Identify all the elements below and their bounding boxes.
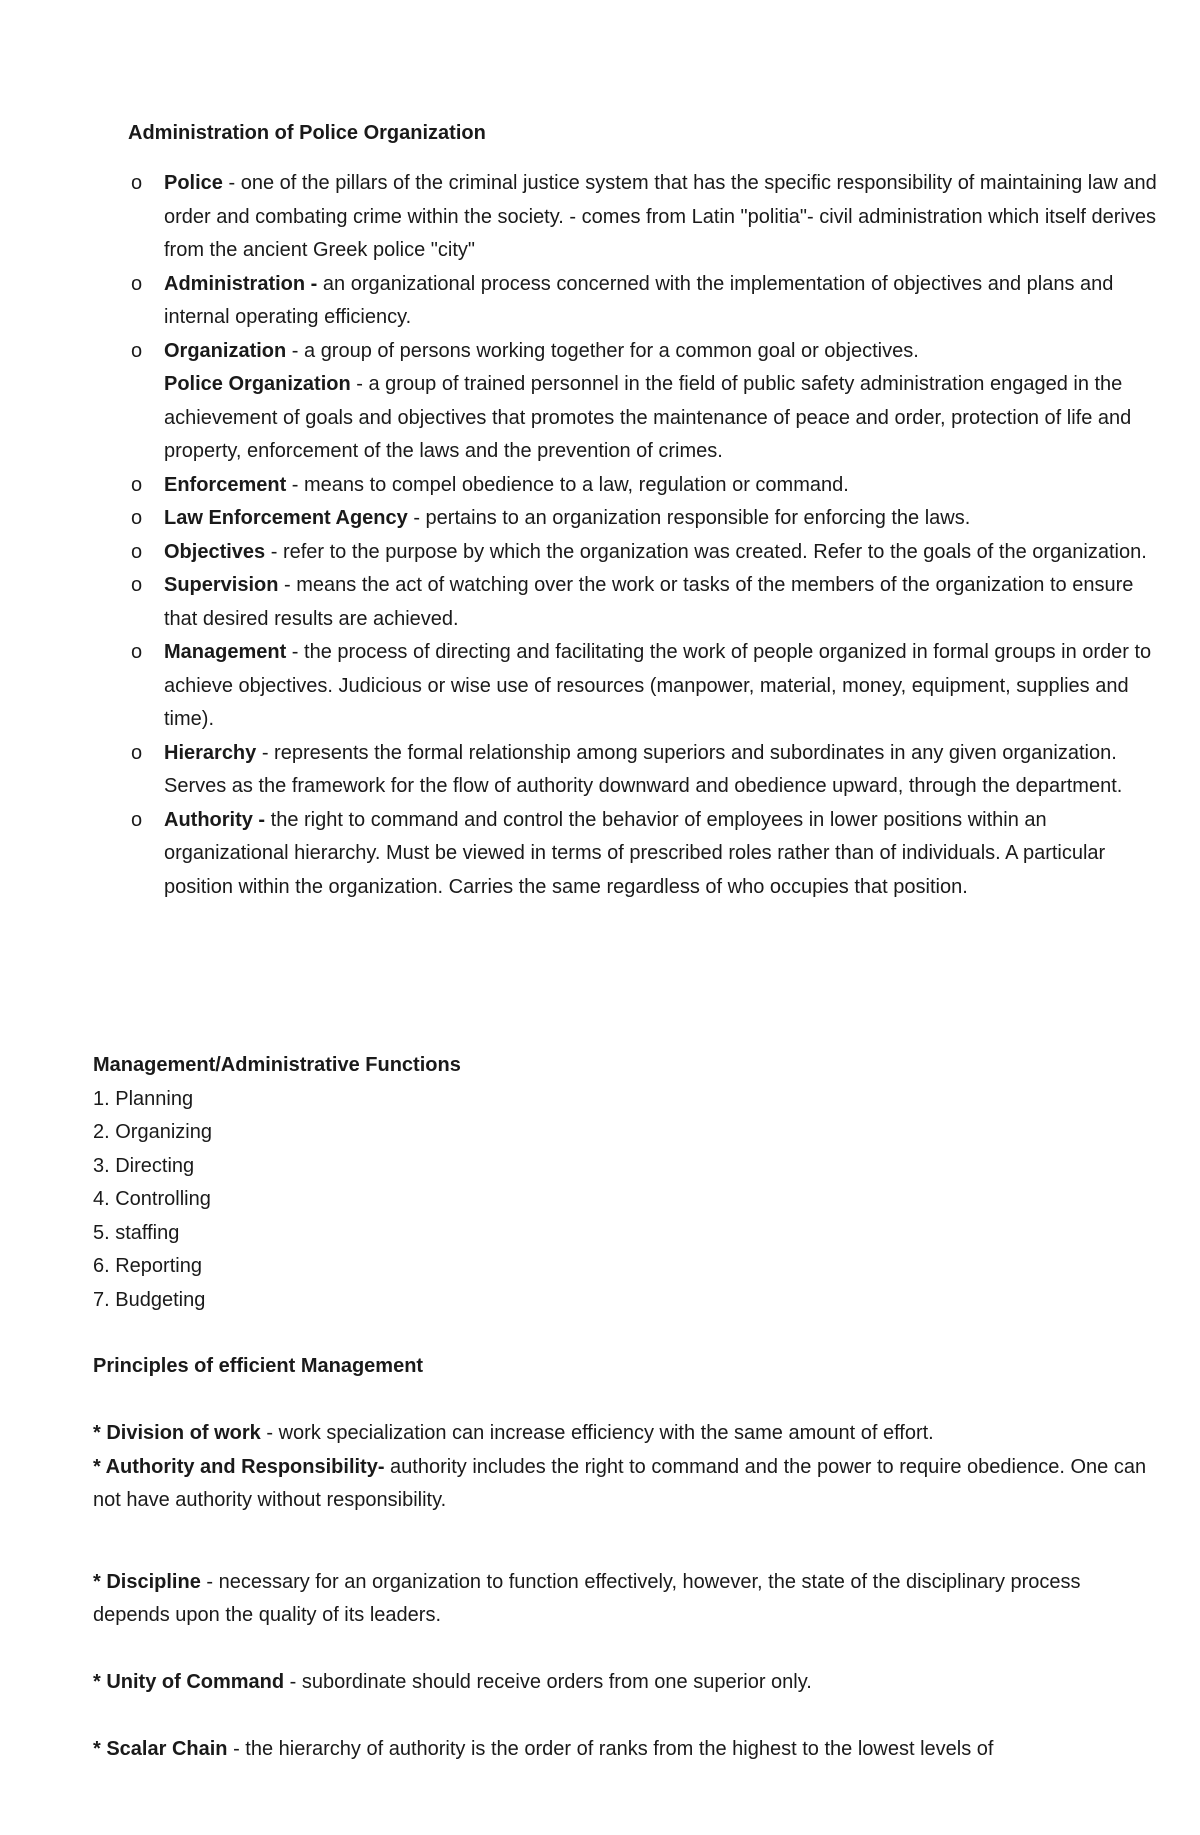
definition-text: - means the act of watching over the work or tasks of the members of the organization to ensure that desired results are achieved. xyxy=(164,574,1134,630)
definition-text: - refer to the purpose by which the organization was created. Refer to the goals of the organization. xyxy=(265,540,1147,563)
definition-term: Enforcement xyxy=(164,473,287,496)
principle-term: * Authority and Responsibility- xyxy=(93,1455,385,1478)
definition-term: Supervision xyxy=(164,574,279,596)
function-item: 1. Planning xyxy=(93,1087,194,1110)
definition-item xyxy=(128,536,1158,570)
functions-list xyxy=(93,1083,1153,1318)
principle-text: - subordinate should receive orders from one superior only. xyxy=(284,1671,812,1693)
function-item: 7. Budgeting xyxy=(93,1288,206,1311)
principle-term: * Discipline xyxy=(93,1570,201,1593)
definition-item xyxy=(128,804,1158,905)
principle-item xyxy=(93,1666,1153,1700)
definition-item xyxy=(128,335,1158,369)
definition-text: - means to compel obedience to a law, regulation or command. xyxy=(286,473,849,496)
function-item: 2. Organizing xyxy=(93,1121,212,1143)
principle-item xyxy=(93,1566,1153,1633)
functions-title: Management/Administrative Functions xyxy=(93,1054,461,1076)
definition-text: - represents the formal relationship among superiors and subordinates in any given organization. Serves as the framework for the flow of authority downward and obedience upward, through the department. xyxy=(164,741,1123,797)
principle-text: - work specialization can increase efficiency with the same amount of effort. xyxy=(260,1422,934,1444)
page-title: Administration of Police Organization xyxy=(128,122,486,144)
principle-item xyxy=(93,1733,1153,1767)
definition-term: Organization xyxy=(164,339,287,362)
definition-item xyxy=(128,368,1158,469)
principle-text: - the hierarchy of authority is the order of ranks from the highest to the lowest levels of xyxy=(227,1738,994,1760)
definition-text: - a group of persons working together for a common goal or objectives. xyxy=(286,339,919,362)
definition-term: Administration - xyxy=(164,272,323,295)
definition-term: Management xyxy=(164,641,287,663)
definition-item xyxy=(128,636,1158,737)
definition-term: Objectives xyxy=(164,540,266,563)
definition-item xyxy=(128,569,1158,636)
definition-text: - one of the pillars of the criminal justice system that has the specific responsibility of maintaining law and order and combating crime within the society. - comes from Latin "politia"- civil administration which itself derives from the ancient Greek police "city" xyxy=(164,172,1157,261)
definition-term: Police xyxy=(164,172,223,194)
definitions-list xyxy=(128,167,1158,904)
function-item: 6. Reporting xyxy=(93,1255,202,1277)
principle-text: - necessary for an organization to function effectively, however, the state of the disciplinary process depends upon the quality of its leaders. xyxy=(93,1570,1081,1626)
definition-text: an organizational process concerned with the implementation of objectives and plans and internal operating efficiency. xyxy=(164,272,1114,328)
definition-item xyxy=(128,268,1158,335)
definition-term: Hierarchy xyxy=(164,741,257,764)
principle-term: * Scalar Chain xyxy=(93,1738,228,1760)
definition-term: Authority - xyxy=(164,808,271,831)
function-item: 5. staffing xyxy=(93,1221,180,1244)
definition-item xyxy=(128,469,1158,503)
principle-text: authority includes the right to command and the power to require obedience. One can not have authority without responsibility. xyxy=(93,1455,1147,1511)
principle-term: * Unity of Command xyxy=(93,1671,285,1693)
definition-text: the right to command and control the behavior of employees in lower positions within an organizational hierarchy. Must be viewed in terms of prescribed roles rather than of individuals. A particular position within the organization. Carries the same regardless of who occupies that position. xyxy=(164,808,1106,898)
principle-item xyxy=(93,1417,1153,1451)
function-item: 4. Controlling xyxy=(93,1188,211,1210)
definition-text: - the process of directing and facilitating the work of people organized in formal groups in order to achieve objectives. Judicious or wise use of resources (manpower, material, money, equipment, supplies and time). xyxy=(164,641,1152,730)
definition-item xyxy=(128,737,1158,804)
principle-item xyxy=(93,1451,1153,1518)
definition-item xyxy=(128,502,1158,536)
definition-text: - a group of trained personnel in the field of public safety administration engaged in the achievement of goals and objectives that promotes the maintenance of peace and order, protection of life and property, enforcement of the laws and the prevention of crimes. xyxy=(164,373,1132,462)
definition-text: - pertains to an organization responsible for enforcing the laws. xyxy=(407,507,971,529)
definition-item xyxy=(128,167,1158,268)
principles-section xyxy=(93,1350,1153,1767)
principles-title: Principles of efficient Management xyxy=(93,1355,424,1377)
definition-term: Law Enforcement Agency xyxy=(164,507,408,529)
function-item: 3. Directing xyxy=(93,1154,195,1177)
principle-term: * Division of work xyxy=(93,1422,261,1444)
definition-term: Police Organization xyxy=(164,373,351,395)
functions-section xyxy=(93,1049,1153,1317)
